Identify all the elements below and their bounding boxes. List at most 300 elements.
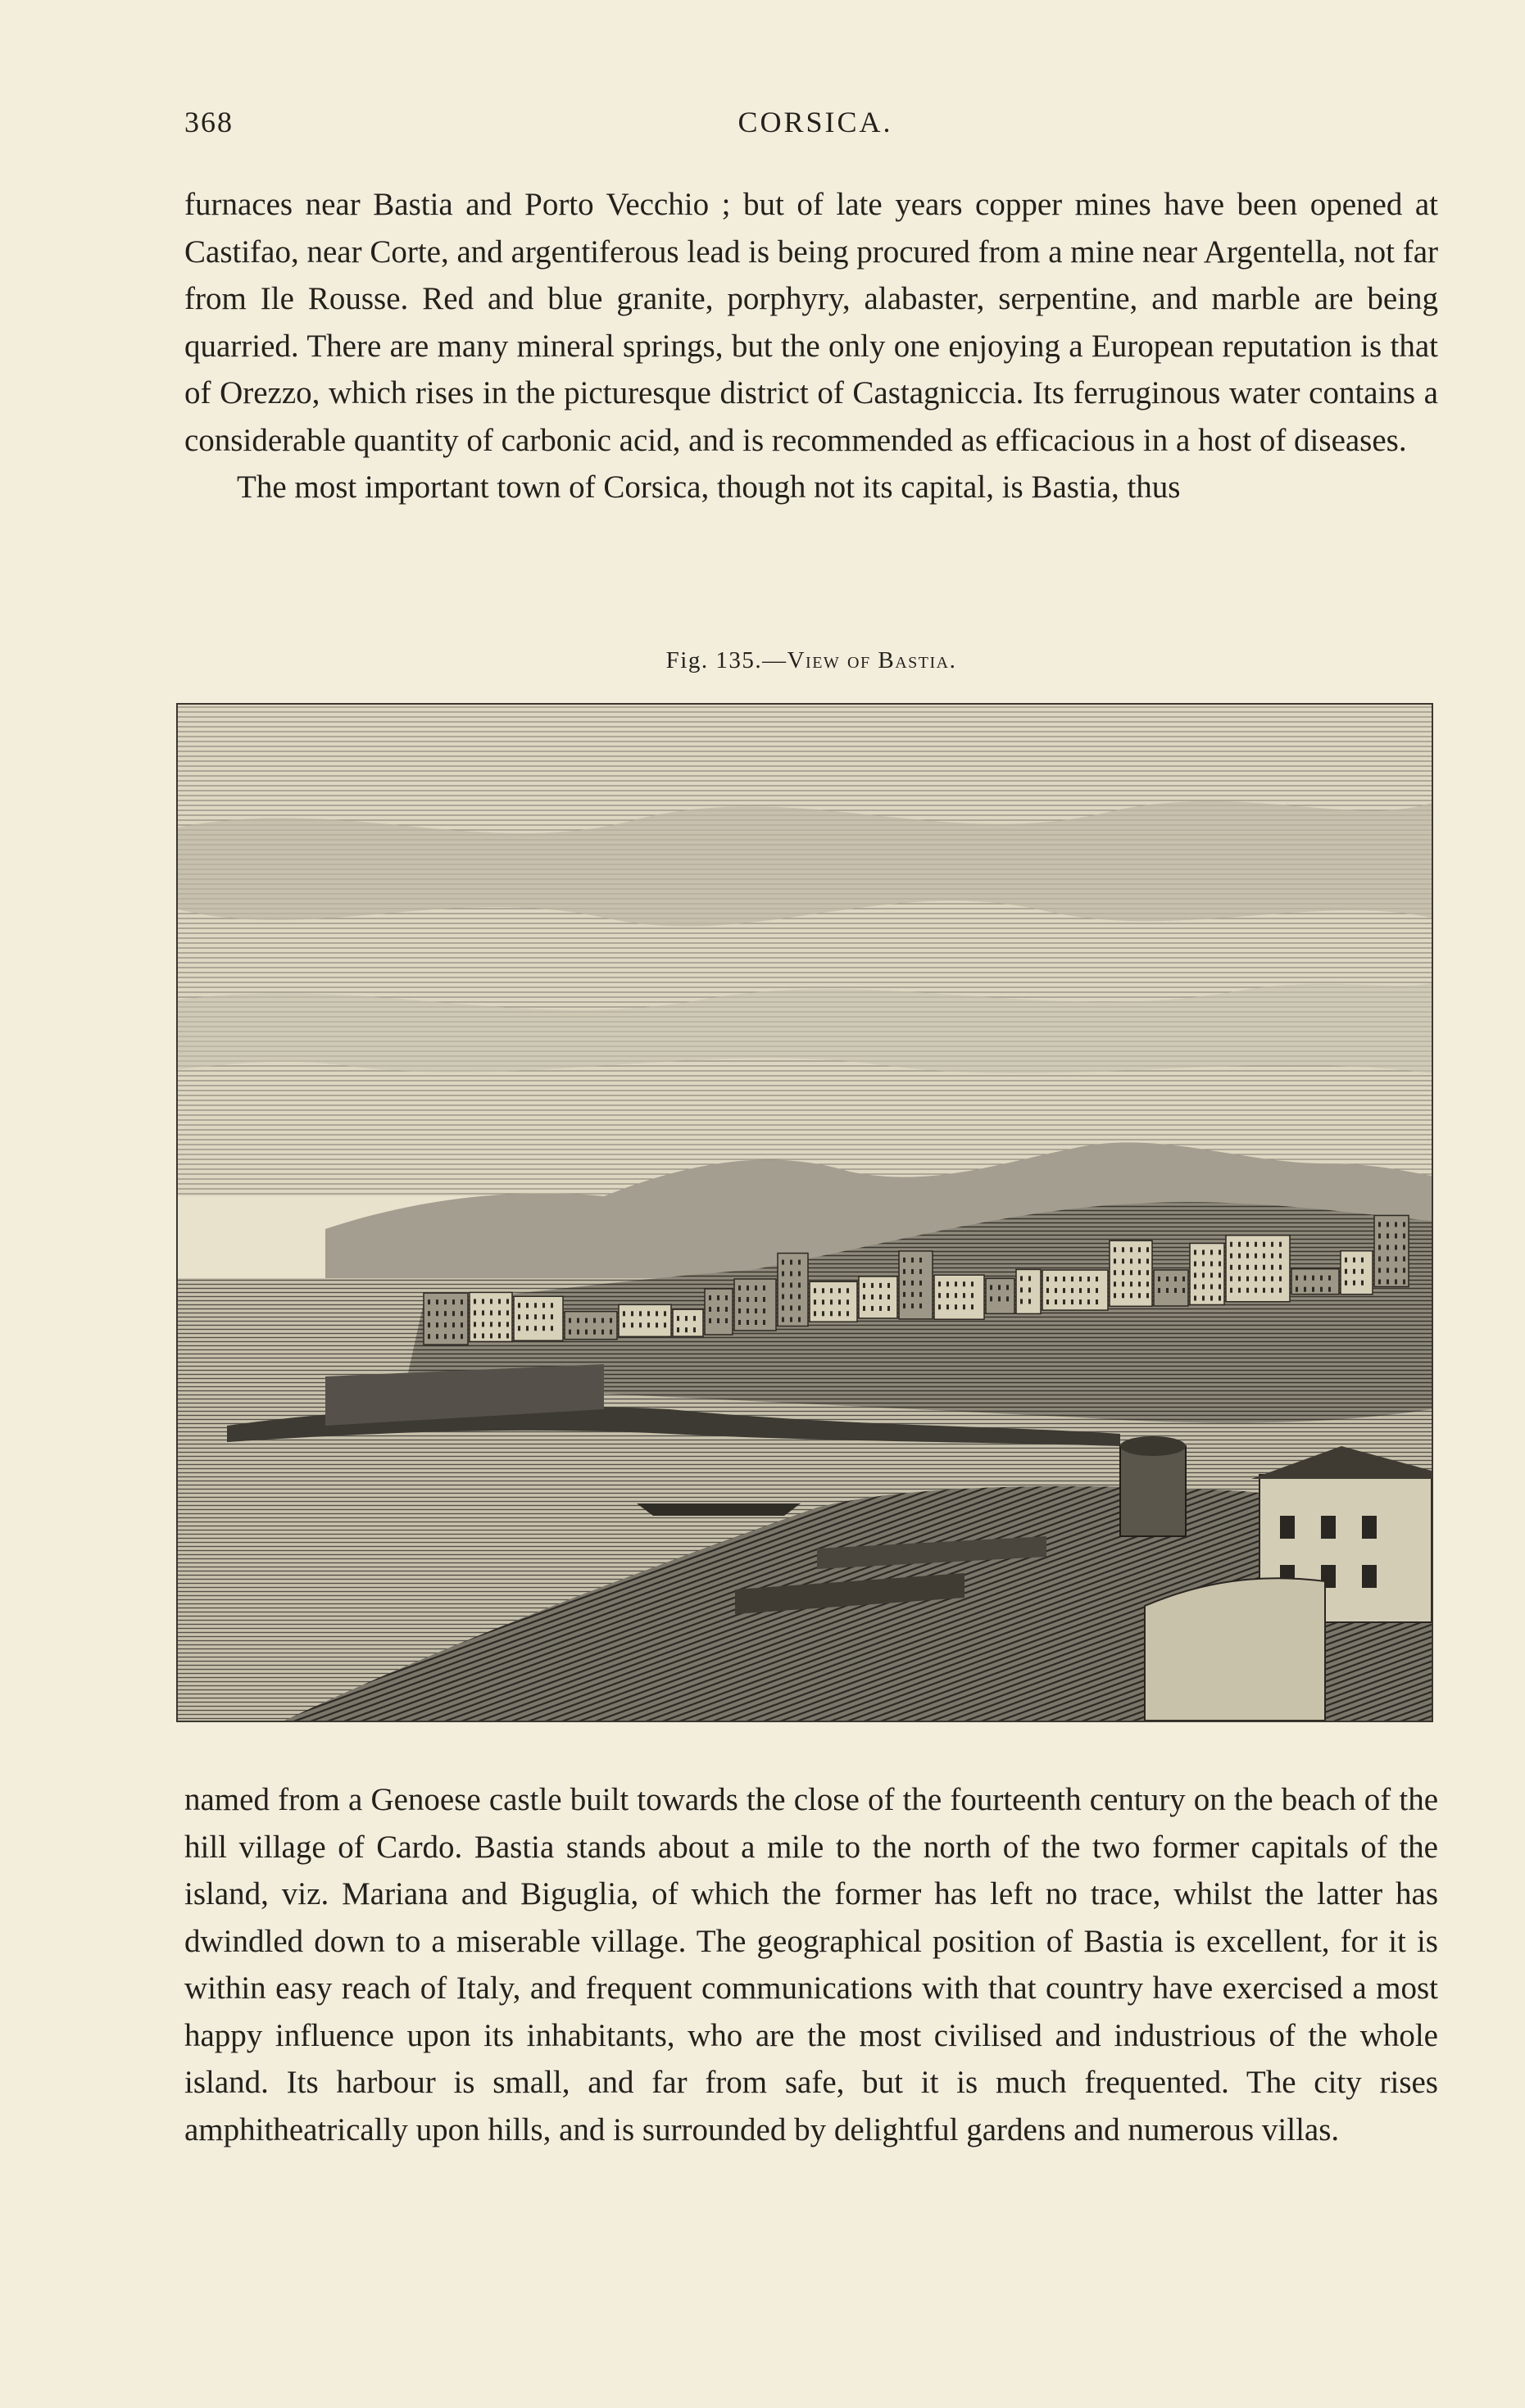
- building-window: [955, 1293, 957, 1298]
- building-window: [798, 1295, 801, 1299]
- building-window: [1146, 1281, 1149, 1286]
- building-window: [444, 1311, 447, 1316]
- building-window: [971, 1281, 974, 1286]
- building-window: [498, 1322, 501, 1326]
- building-window: [911, 1304, 914, 1308]
- building-window: [755, 1320, 757, 1325]
- building-window: [1312, 1276, 1314, 1281]
- building-window: [1146, 1247, 1149, 1252]
- building-window: [1202, 1284, 1205, 1289]
- building-window: [490, 1322, 492, 1326]
- building-window: [1263, 1242, 1265, 1247]
- building-window: [569, 1318, 571, 1323]
- building-window: [814, 1288, 816, 1293]
- building-window: [1395, 1222, 1397, 1227]
- building-window: [911, 1258, 914, 1263]
- building-window: [610, 1330, 612, 1335]
- building-window: [1138, 1281, 1141, 1286]
- building-window: [685, 1316, 688, 1321]
- building-window: [601, 1318, 604, 1323]
- building-window: [1182, 1277, 1185, 1281]
- building-window: [725, 1307, 728, 1312]
- building-window: [1166, 1288, 1169, 1293]
- figure-label: Fig. 135.—: [665, 647, 787, 673]
- building-window: [1361, 1258, 1364, 1263]
- building-window: [822, 1288, 824, 1293]
- building-window: [1345, 1269, 1347, 1274]
- building-window: [822, 1311, 824, 1316]
- building-window: [919, 1292, 922, 1297]
- building-window: [1122, 1247, 1124, 1252]
- building-window: [1079, 1277, 1082, 1281]
- building-window: [452, 1311, 455, 1316]
- boat: [637, 1503, 801, 1516]
- building-window: [1246, 1265, 1249, 1270]
- building-window: [1122, 1293, 1124, 1298]
- building-window: [1174, 1277, 1177, 1281]
- building-window: [747, 1297, 749, 1302]
- building-window: [946, 1281, 949, 1286]
- building-window: [1378, 1267, 1381, 1272]
- building-window: [763, 1297, 765, 1302]
- building-window: [755, 1286, 757, 1290]
- building-window: [1312, 1287, 1314, 1292]
- town-building: [514, 1296, 563, 1340]
- building-window: [1210, 1295, 1213, 1300]
- building-window: [871, 1283, 874, 1288]
- building-window: [717, 1307, 719, 1312]
- building-window: [436, 1299, 438, 1304]
- building-window: [506, 1310, 509, 1315]
- building-window: [798, 1306, 801, 1311]
- round-tower-top: [1120, 1436, 1186, 1456]
- building-window: [551, 1326, 553, 1331]
- building-window: [461, 1299, 463, 1304]
- building-window: [461, 1322, 463, 1327]
- building-window: [790, 1295, 792, 1299]
- figure-title: View of Bastia.: [787, 647, 957, 673]
- building-window: [656, 1322, 658, 1327]
- building-window: [790, 1283, 792, 1288]
- building-window: [444, 1334, 447, 1339]
- building-window: [428, 1311, 430, 1316]
- building-window: [1194, 1272, 1196, 1277]
- town-building: [934, 1275, 984, 1319]
- building-window: [946, 1293, 949, 1298]
- building-window: [990, 1296, 992, 1301]
- building-window: [1238, 1265, 1241, 1270]
- building-window: [526, 1303, 529, 1308]
- building-window: [1271, 1265, 1273, 1270]
- building-window: [1387, 1222, 1389, 1227]
- building-window: [1114, 1258, 1116, 1263]
- building-window: [1230, 1288, 1232, 1293]
- building-window: [1202, 1295, 1205, 1300]
- building-window: [1158, 1277, 1160, 1281]
- building-window: [631, 1322, 633, 1327]
- building-window: [1230, 1254, 1232, 1258]
- building-window: [551, 1314, 553, 1319]
- building-window: [738, 1286, 741, 1290]
- building-window: [1006, 1285, 1009, 1290]
- building-window: [763, 1308, 765, 1313]
- building-window: [639, 1322, 642, 1327]
- engraving-view-of-bastia: [176, 703, 1433, 1722]
- building-window: [1238, 1277, 1241, 1281]
- building-window: [1028, 1276, 1031, 1281]
- building-window: [474, 1333, 476, 1338]
- building-window: [1403, 1233, 1405, 1238]
- building-window: [1219, 1249, 1221, 1254]
- building-window: [798, 1283, 801, 1288]
- building-window: [911, 1292, 914, 1297]
- building-window: [963, 1293, 965, 1298]
- building-window: [1279, 1242, 1282, 1247]
- building-window: [1246, 1242, 1249, 1247]
- building-window: [623, 1311, 625, 1316]
- building-window: [534, 1314, 537, 1319]
- building-window: [1028, 1287, 1031, 1292]
- building-window: [1194, 1261, 1196, 1266]
- building-window: [798, 1317, 801, 1322]
- building-window: [709, 1318, 711, 1323]
- building-window: [919, 1304, 922, 1308]
- building-window: [1087, 1277, 1090, 1281]
- building-window: [938, 1293, 941, 1298]
- building-window: [1046, 1299, 1049, 1304]
- building-window: [1403, 1256, 1405, 1261]
- building-window: [1138, 1258, 1141, 1263]
- building-window: [846, 1311, 849, 1316]
- round-tower: [1120, 1446, 1186, 1536]
- building-window: [656, 1311, 658, 1316]
- building-window: [782, 1260, 784, 1265]
- building-window: [1403, 1245, 1405, 1249]
- building-window: [1202, 1261, 1205, 1266]
- building-window: [428, 1299, 430, 1304]
- building-window: [1063, 1299, 1065, 1304]
- building-window: [963, 1304, 965, 1309]
- building-window: [822, 1299, 824, 1304]
- building-window: [490, 1333, 492, 1338]
- building-window: [955, 1281, 957, 1286]
- building-window: [452, 1299, 455, 1304]
- building-window: [1387, 1267, 1389, 1272]
- building-window: [863, 1306, 865, 1311]
- building-window: [903, 1258, 905, 1263]
- building-window: [879, 1306, 882, 1311]
- building-window: [1028, 1299, 1031, 1304]
- building-window: [1320, 1276, 1323, 1281]
- building-window: [1071, 1277, 1073, 1281]
- figure-caption: [184, 647, 1438, 674]
- building-window: [474, 1310, 476, 1315]
- building-window: [1210, 1249, 1213, 1254]
- town-building: [619, 1304, 671, 1336]
- building-window: [623, 1322, 625, 1327]
- building-window: [790, 1306, 792, 1311]
- building-window: [1219, 1272, 1221, 1277]
- building-window: [1122, 1281, 1124, 1286]
- building-window: [846, 1288, 849, 1293]
- building-window: [1146, 1258, 1149, 1263]
- building-window: [887, 1306, 890, 1311]
- building-window: [814, 1299, 816, 1304]
- building-window: [1219, 1284, 1221, 1289]
- building-window: [1122, 1270, 1124, 1275]
- building-window: [903, 1269, 905, 1274]
- building-window: [879, 1283, 882, 1288]
- building-window: [871, 1295, 874, 1299]
- building-window: [1353, 1269, 1355, 1274]
- building-window: [498, 1310, 501, 1315]
- building-window: [919, 1269, 922, 1274]
- building-window: [725, 1318, 728, 1323]
- building-window: [1395, 1279, 1397, 1284]
- building-window: [798, 1260, 801, 1265]
- building-window: [1146, 1293, 1149, 1298]
- building-window: [911, 1281, 914, 1286]
- building-window: [498, 1333, 501, 1338]
- building-window: [1096, 1288, 1098, 1293]
- building-window: [1271, 1288, 1273, 1293]
- town-building: [1154, 1270, 1188, 1306]
- building-window: [1182, 1288, 1185, 1293]
- building-window: [1361, 1281, 1364, 1286]
- building-window: [693, 1327, 696, 1332]
- building-window: [1194, 1284, 1196, 1289]
- building-window: [1006, 1296, 1009, 1301]
- building-window: [1138, 1293, 1141, 1298]
- building-window: [1263, 1277, 1265, 1281]
- running-title: CORSICA.: [738, 106, 893, 138]
- building-window: [863, 1295, 865, 1299]
- building-window: [482, 1333, 484, 1338]
- building-window: [911, 1269, 914, 1274]
- building-window: [1387, 1233, 1389, 1238]
- building-window: [1210, 1261, 1213, 1266]
- engraving-illustration: [178, 705, 1432, 1721]
- building-window: [647, 1311, 650, 1316]
- building-window: [1096, 1277, 1098, 1281]
- building-window: [506, 1299, 509, 1304]
- building-window: [998, 1296, 1001, 1301]
- building-window: [1055, 1277, 1057, 1281]
- building-window: [747, 1308, 749, 1313]
- building-window: [1087, 1288, 1090, 1293]
- building-window: [1130, 1281, 1132, 1286]
- building-window: [830, 1288, 833, 1293]
- building-window: [1378, 1245, 1381, 1249]
- building-window: [685, 1327, 688, 1332]
- building-window: [1238, 1288, 1241, 1293]
- building-window: [1020, 1276, 1023, 1281]
- building-window: [717, 1295, 719, 1300]
- town-building: [673, 1309, 703, 1336]
- building-window: [677, 1327, 679, 1332]
- building-window: [1238, 1254, 1241, 1258]
- building-window: [1210, 1284, 1213, 1289]
- building-window: [1345, 1258, 1347, 1263]
- building-window: [838, 1288, 841, 1293]
- building-window: [1246, 1277, 1249, 1281]
- building-window: [428, 1322, 430, 1327]
- building-window: [725, 1295, 728, 1300]
- building-window: [1279, 1254, 1282, 1258]
- building-window: [1114, 1293, 1116, 1298]
- building-window: [955, 1304, 957, 1309]
- building-window: [763, 1320, 765, 1325]
- building-window: [1304, 1287, 1306, 1292]
- building-window: [577, 1330, 579, 1335]
- building-window: [1255, 1242, 1257, 1247]
- building-window: [1353, 1258, 1355, 1263]
- building-window: [1138, 1270, 1141, 1275]
- garden-wall: [1145, 1578, 1325, 1721]
- building-window: [1378, 1256, 1381, 1261]
- building-window: [998, 1285, 1001, 1290]
- building-window: [1263, 1265, 1265, 1270]
- building-window: [482, 1322, 484, 1326]
- building-window: [1202, 1272, 1205, 1277]
- building-window: [790, 1317, 792, 1322]
- building-window: [1166, 1277, 1169, 1281]
- building-window: [1114, 1247, 1116, 1252]
- building-window: [585, 1330, 588, 1335]
- building-window: [782, 1283, 784, 1288]
- building-window: [1395, 1267, 1397, 1272]
- building-window: [747, 1286, 749, 1290]
- building-window: [461, 1334, 463, 1339]
- building-window: [1174, 1288, 1177, 1293]
- building-window: [452, 1334, 455, 1339]
- building-window: [1279, 1277, 1282, 1281]
- building-window: [887, 1295, 890, 1299]
- building-window: [1020, 1299, 1023, 1304]
- building-window: [1130, 1293, 1132, 1298]
- building-window: [1403, 1267, 1405, 1272]
- text-block-top: [184, 181, 1438, 511]
- building-window: [1219, 1295, 1221, 1300]
- building-window: [585, 1318, 588, 1323]
- building-window: [1063, 1288, 1065, 1293]
- building-window: [1255, 1254, 1257, 1258]
- house-window: [1280, 1516, 1295, 1539]
- building-window: [534, 1326, 537, 1331]
- building-window: [863, 1283, 865, 1288]
- town-building: [565, 1312, 617, 1340]
- building-window: [990, 1285, 992, 1290]
- building-window: [1395, 1233, 1397, 1238]
- building-window: [946, 1304, 949, 1309]
- building-window: [1255, 1265, 1257, 1270]
- building-window: [1328, 1287, 1331, 1292]
- paragraph: furnaces near Bastia and Porto Vecchio ; but of late years copper mines have been opened at Castifao, near Corte, and argentiferous lead is being procured from a mine near Argentella, not far from Ile Rousse. Red and blue granite, porphyry, alabaster, serpentine, and marble are being quarried. There are many mineral springs, but the only one enjoying a European reputation is that of Orezzo, which rises in the picturesque district of Castagniccia. Its ferruginous water contains a considerable quantity of carbonic acid, and is recommended as efficacious in a host of diseases.: [184, 187, 1438, 458]
- building-window: [747, 1320, 749, 1325]
- building-window: [1403, 1279, 1405, 1284]
- building-window: [1255, 1277, 1257, 1281]
- building-window: [838, 1299, 841, 1304]
- building-window: [738, 1297, 741, 1302]
- building-window: [542, 1314, 545, 1319]
- building-window: [1353, 1281, 1355, 1286]
- building-window: [782, 1317, 784, 1322]
- building-window: [1387, 1279, 1389, 1284]
- town-building: [810, 1281, 857, 1322]
- building-window: [879, 1295, 882, 1299]
- building-window: [542, 1303, 545, 1308]
- building-window: [693, 1316, 696, 1321]
- building-window: [1378, 1233, 1381, 1238]
- building-window: [1114, 1281, 1116, 1286]
- building-window: [436, 1334, 438, 1339]
- building-window: [569, 1330, 571, 1335]
- building-window: [790, 1272, 792, 1277]
- building-window: [677, 1316, 679, 1321]
- building-window: [1403, 1222, 1405, 1227]
- building-window: [903, 1281, 905, 1286]
- building-window: [1271, 1277, 1273, 1281]
- building-window: [498, 1299, 501, 1304]
- building-window: [1079, 1288, 1082, 1293]
- building-window: [436, 1322, 438, 1327]
- building-window: [601, 1330, 604, 1335]
- building-window: [709, 1307, 711, 1312]
- building-window: [490, 1310, 492, 1315]
- building-window: [755, 1297, 757, 1302]
- building-window: [1263, 1288, 1265, 1293]
- building-window: [938, 1281, 941, 1286]
- building-window: [1138, 1247, 1141, 1252]
- building-window: [1194, 1295, 1196, 1300]
- building-window: [1320, 1287, 1323, 1292]
- building-window: [763, 1286, 765, 1290]
- building-window: [551, 1303, 553, 1308]
- building-window: [971, 1293, 974, 1298]
- building-window: [798, 1272, 801, 1277]
- building-window: [1230, 1242, 1232, 1247]
- building-window: [814, 1311, 816, 1316]
- building-window: [490, 1299, 492, 1304]
- sky: [178, 705, 1432, 1196]
- building-window: [474, 1299, 476, 1304]
- building-window: [1071, 1288, 1073, 1293]
- building-window: [1046, 1277, 1049, 1281]
- building-window: [1387, 1245, 1389, 1249]
- running-head: [184, 105, 1446, 144]
- building-window: [1328, 1276, 1331, 1281]
- building-window: [482, 1299, 484, 1304]
- building-window: [738, 1320, 741, 1325]
- building-window: [444, 1322, 447, 1327]
- house-window: [1362, 1565, 1377, 1588]
- building-window: [830, 1311, 833, 1316]
- building-window: [1271, 1254, 1273, 1258]
- building-window: [482, 1310, 484, 1315]
- building-window: [1202, 1249, 1205, 1254]
- building-window: [1230, 1265, 1232, 1270]
- building-window: [717, 1318, 719, 1323]
- page-number: 368: [184, 106, 234, 138]
- building-window: [755, 1308, 757, 1313]
- building-window: [1219, 1261, 1221, 1266]
- building-window: [1063, 1277, 1065, 1281]
- building-window: [518, 1314, 520, 1319]
- paragraph: named from a Genoese castle built towards the close of the fourteenth century on the beach of the hill village of Cardo. Bastia stands about a mile to the north of the two former capitals of the island, viz. Mariana and Biguglia, of which the former has left no trace, whilst the latter has dwindled down to a miserable village. The geographical position of Bastia is excellent, for it is within easy reach of Italy, and frequent communications with that country have exercised a most happy influence upon its inhabitants, who are the most civilised and industrious of the whole island. Its harbour is small, and far from safe, but it is much frequented. The city rises amphitheatrically upon hills, and is surrounded by delightful gardens and numerous villas.: [184, 1782, 1438, 2147]
- building-window: [593, 1330, 596, 1335]
- building-window: [1279, 1288, 1282, 1293]
- building-window: [506, 1322, 509, 1326]
